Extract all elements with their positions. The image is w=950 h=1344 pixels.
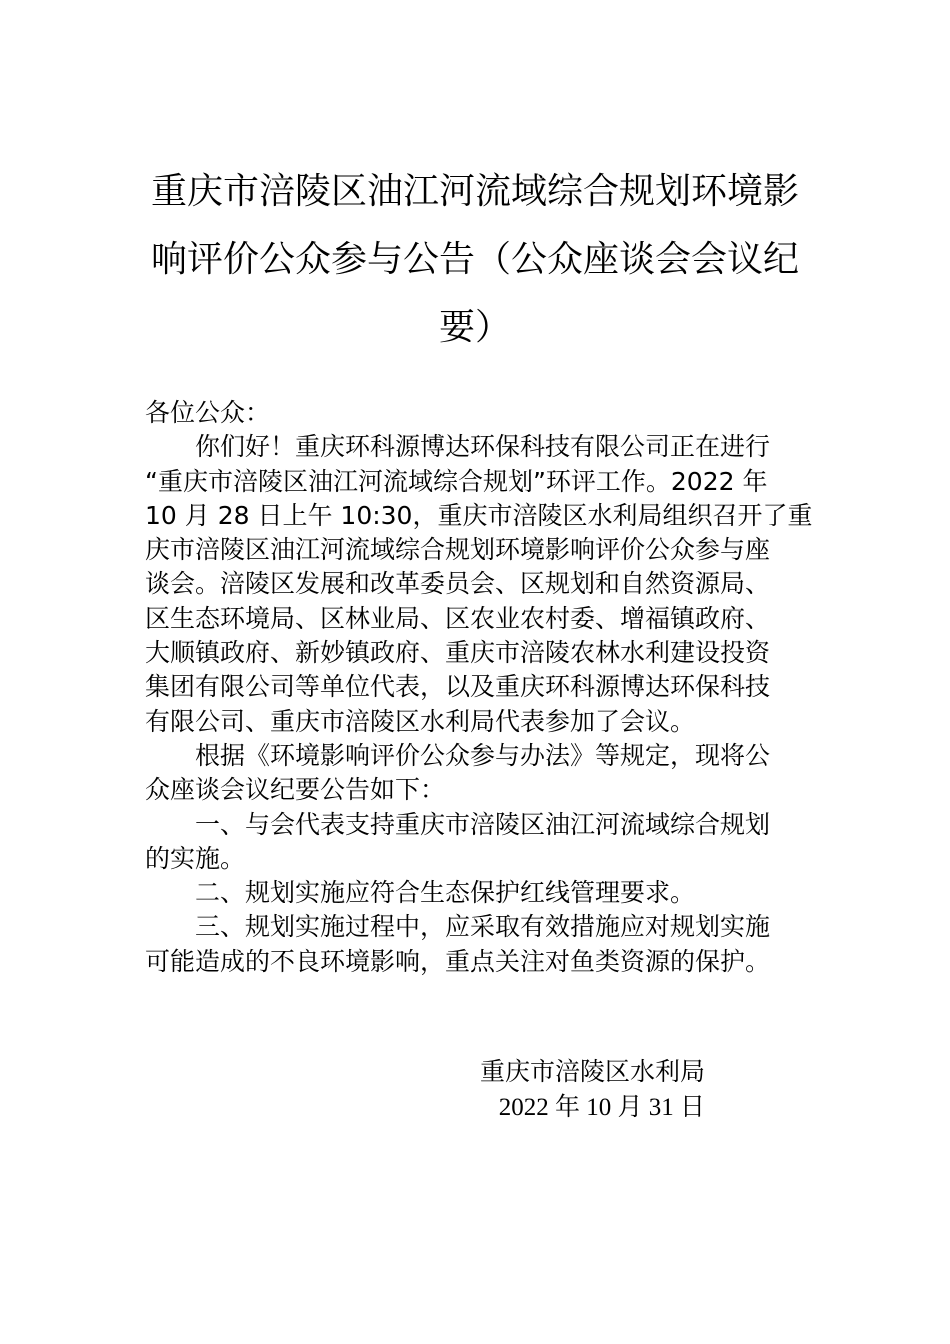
body-line: 10 月 28 日上午 10:30，重庆市涪陵区水利局组织召开了重 (145, 500, 813, 530)
body-line: 一、与会代表支持重庆市涪陵区油江河流域综合规划 (195, 809, 771, 839)
title-line: 响评价公众参与公告（公众座谈会会议纪 (150, 239, 799, 280)
body-line: 二、规划实施应符合生态保护红线管理要求。 (195, 878, 696, 908)
body-line: 的实施。 (145, 843, 246, 873)
body-line: 集团有限公司等单位代表，以及重庆环科源博达环保科技 (145, 672, 771, 702)
title-line: 重庆市涪陵区油江河流域综合规划环境影 (150, 171, 799, 212)
body-line: “重庆市涪陵区油江河流域综合规划”环评工作。2022 年 (145, 466, 768, 496)
body-line: 众座谈会议纪要公告如下： (145, 775, 446, 805)
body-line: 庆市涪陵区油江河流域综合规划环境影响评价公众参与座 (145, 535, 771, 565)
document-title (150, 158, 800, 362)
body-line: 根据《环境影响评价公众参与办法》等规定，现将公 (195, 740, 771, 770)
body-line: 谈会。涪陵区发展和改革委员会、区规划和自然资源局、 (145, 569, 771, 599)
issue-date: 2022 年 10 月 31 日 (498, 1094, 705, 1121)
salutation: 各位公众： (145, 398, 271, 427)
body-line: 三、规划实施过程中，应采取有效措施应对规划实施 (195, 912, 771, 942)
document-body (145, 396, 813, 979)
issuer-name: 重庆市涪陵区水利局 (479, 1057, 705, 1086)
body-line: 大顺镇政府、新妙镇政府、重庆市涪陵农林水利建设投资 (145, 638, 771, 668)
body-line: 有限公司、重庆市涪陵区水利局代表参加了会议。 (145, 706, 696, 736)
title-line: 要） (438, 307, 511, 348)
signature-block (440, 1054, 705, 1126)
body-line: 可能造成的不良环境影响，重点关注对鱼类资源的保护。 (145, 946, 771, 976)
body-line: 区生态环境局、区林业局、区农业农村委、增福镇政府、 (145, 603, 771, 633)
body-line: 你们好！重庆环科源博达环保科技有限公司正在进行 (195, 432, 771, 462)
